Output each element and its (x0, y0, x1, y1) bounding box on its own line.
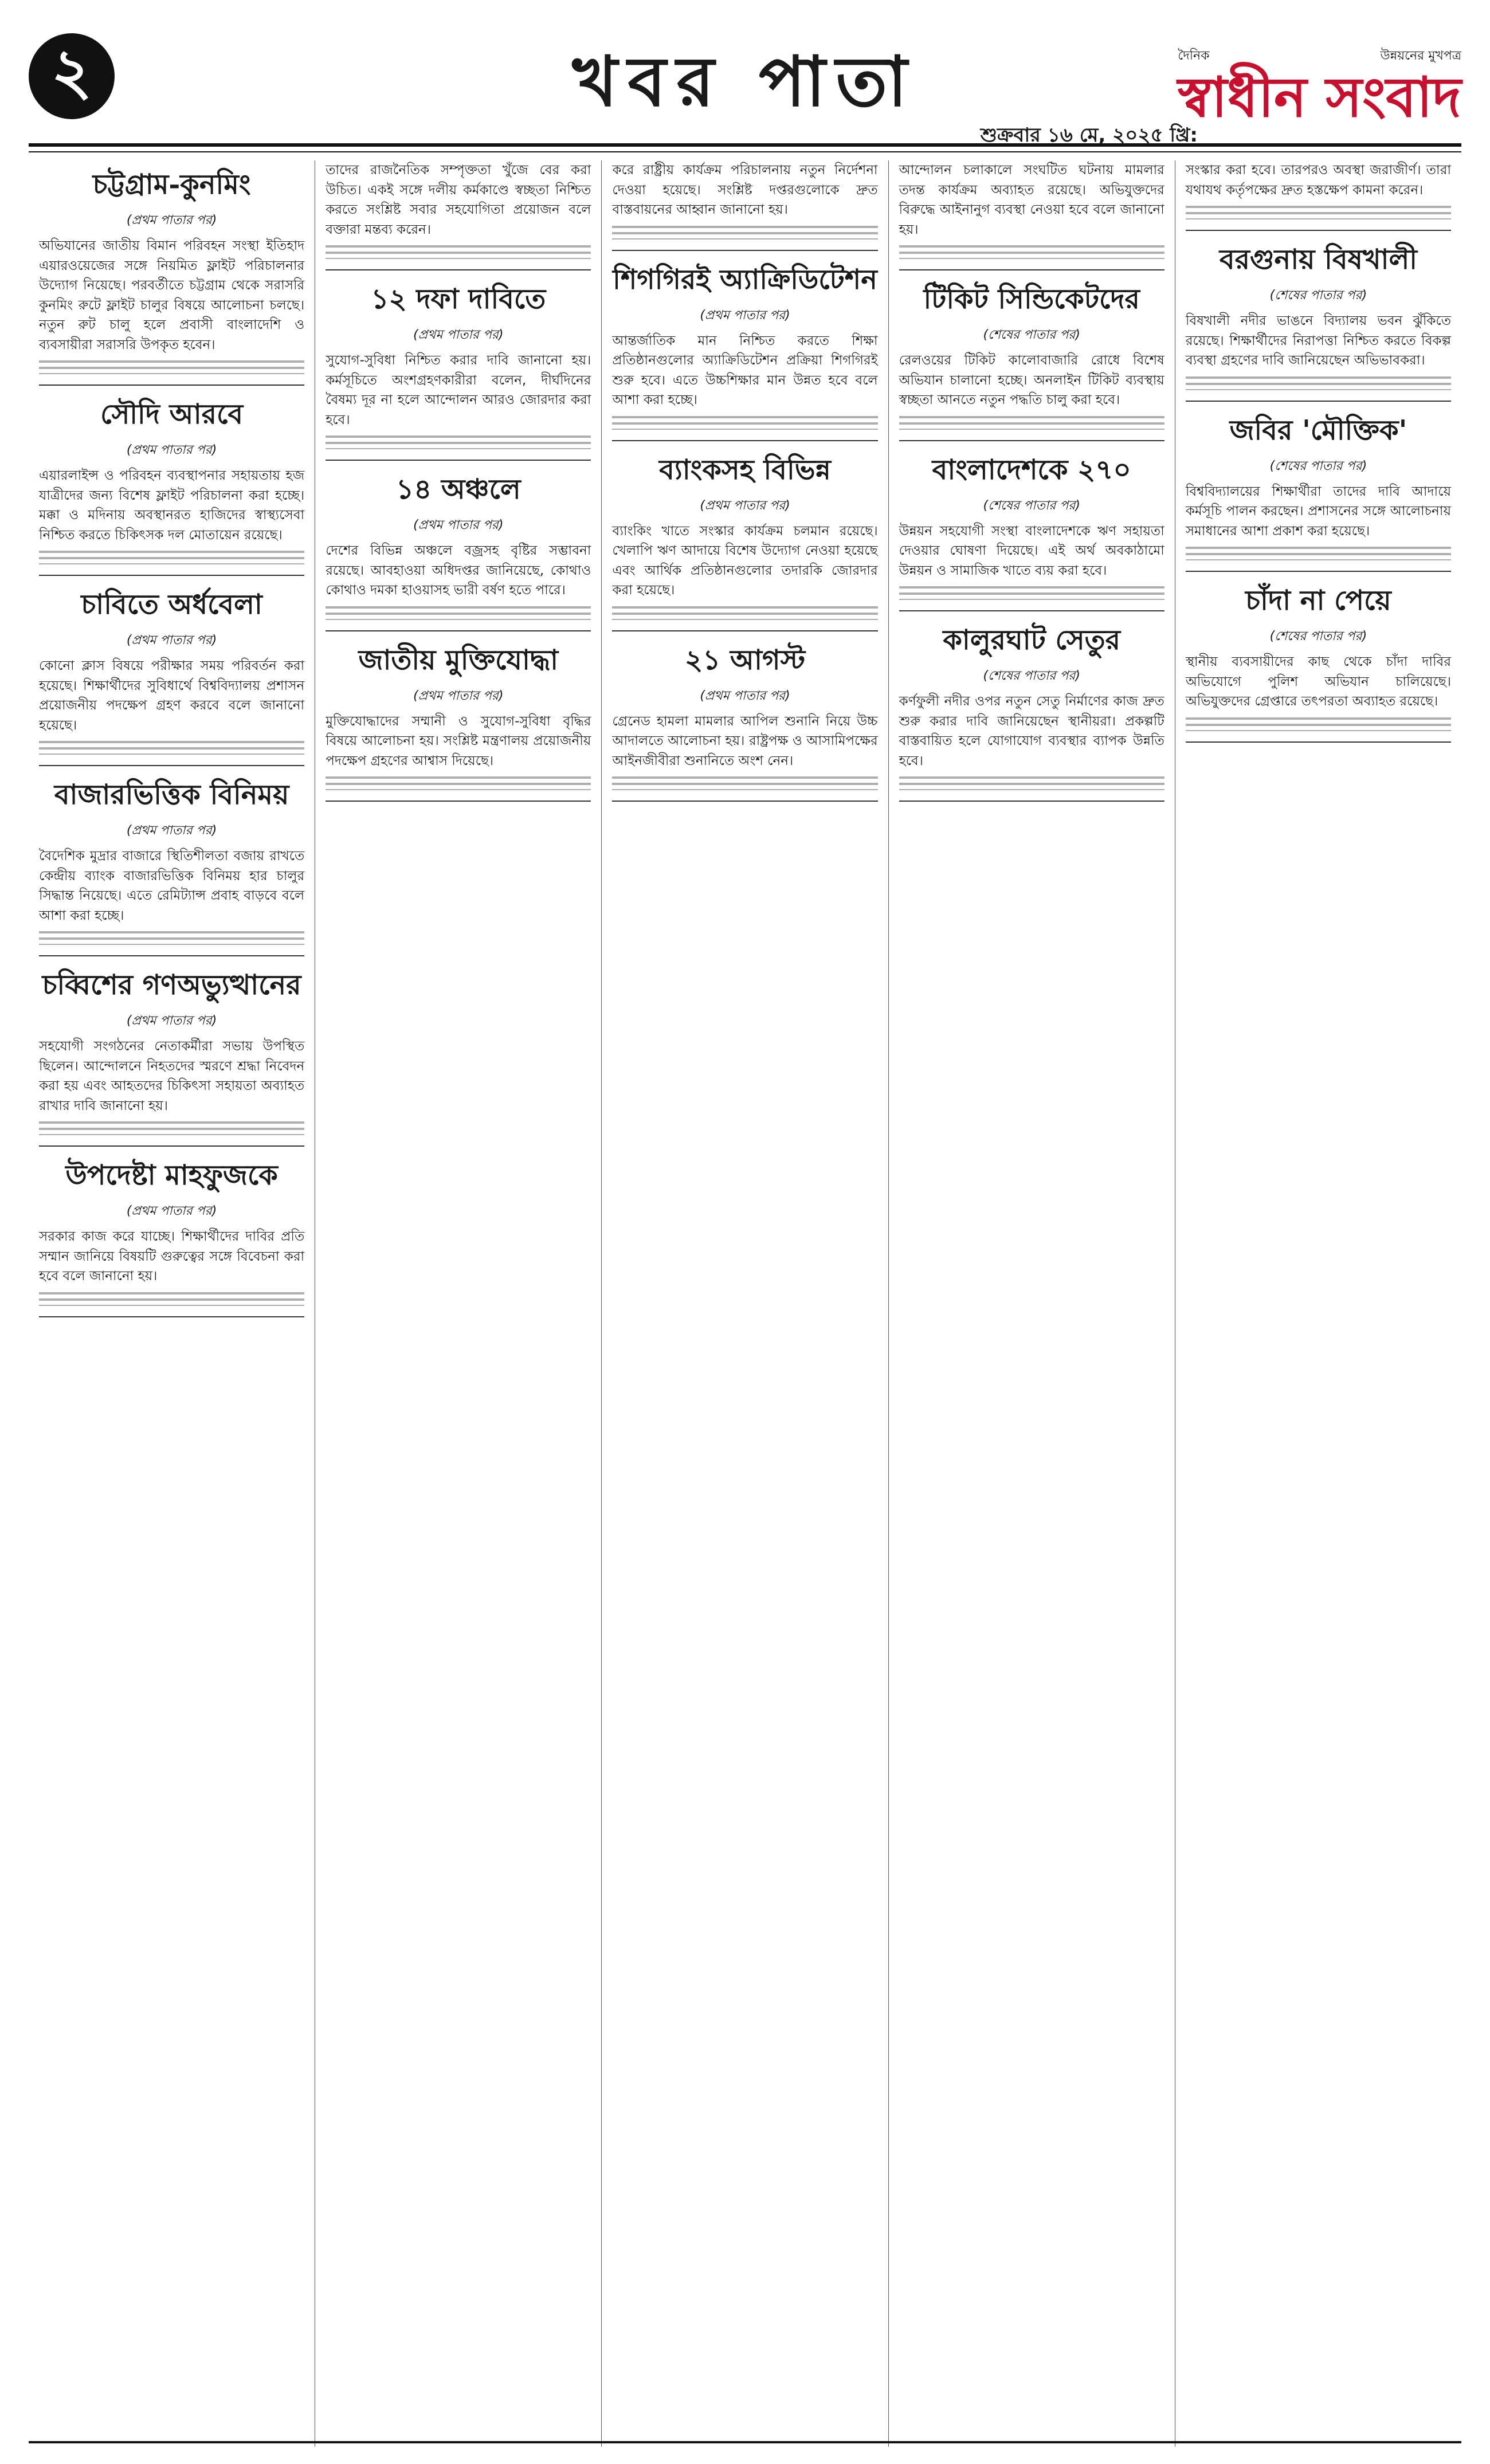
article-continued-note: (প্রথম পাতার পর) (126, 443, 217, 457)
article-continued-note: (প্রথম পাতার পর) (126, 1014, 217, 1028)
article (612, 449, 877, 620)
article (39, 394, 304, 564)
article (1186, 410, 1451, 561)
article-text: আন্দোলন চলাকালে সংঘটিত ঘটনায় মামলার তদন্ত কার্যক্রম অব্যাহত রয়েছে। অভিযুক্তদের বিরুদ্ধে আইনানুগ ব্যবস্থা নেওয়া হবে বলে জানানো হয়। (899, 163, 1164, 237)
article-text: আন্তর্জাতিক মান নিশ্চিত করতে শিক্ষা প্রতিষ্ঠানগুলোর অ্যাক্রিডিটেশন প্রক্রিয়া শিগগিরই শুরু হবে। এতে উচ্চশিক্ষার মান উন্নত হবে বলে আশা করা হচ্ছে। (612, 333, 878, 407)
brand-taglines (1178, 46, 1461, 67)
publication-date: শুক্রবার ১৬ মে, ২০২৫ খ্রি: (980, 124, 1198, 147)
article-text: বিশ্ববিদ্যালয়ের শিক্ষার্থীরা তাদের দাবি আদায়ে কর্মসূচি পালন করছেন। প্রশাসনের সঙ্গে আলোচনায় সমাধানের আশা প্রকাশ করা হয়েছে। (1185, 484, 1452, 539)
article (326, 160, 591, 259)
text-fill-lines (39, 1292, 304, 1306)
article-separator (1186, 401, 1451, 402)
article-separator (899, 269, 1164, 270)
article (899, 278, 1164, 430)
article-title: চাবিতে অর্ধবেলা (81, 588, 262, 621)
article-separator (1186, 741, 1451, 743)
column-2 (315, 160, 602, 2447)
article-body (899, 692, 1164, 790)
text-fill-lines (1186, 206, 1451, 219)
article-title: উপদেষ্টা মাহফুজকে (65, 1159, 278, 1191)
article-title: ১৪ অঞ্চলে (396, 473, 521, 505)
text-fill-lines (612, 776, 877, 790)
article-text: সুযোগ-সুবিধা নিশ্চিত করার দাবি জানানো হয়। কর্মসূচিতে অংশগ্রহণকারীরা বলেন, দীর্ঘদিনের বৈষম্য দূর না হলে আন্দোলন আরও জোরদার করা হবে। (326, 353, 591, 427)
article-separator (39, 1145, 304, 1147)
article-continued-note: (প্রথম পাতার পর) (126, 1204, 217, 1218)
article-text: তাদের রাজনৈতিক সম্পৃক্ততা খুঁজে বের করা উচিত। একই সঙ্গে দলীয় কর্মকাণ্ডে স্বচ্ছতা নিশ্চিত করতে সংশ্লিষ্ট সবার সহযোগিতা প্রয়োজন বলে বক্তারা মন্তব্য করেন। (326, 163, 591, 237)
article-body (326, 541, 591, 620)
article (1186, 580, 1451, 731)
article-separator (1186, 571, 1451, 572)
article (1186, 160, 1451, 219)
article-text: করে রাষ্ট্রীয় কার্যক্রম পরিচালনায় নতুন নির্দেশনা দেওয়া হয়েছে। সংশ্লিষ্ট দপ্তরগুলোকে দ্রুত বাস্তবায়নের আহ্বান জানানো হয়। (612, 163, 878, 217)
article (1186, 239, 1451, 390)
article-continued-note: (শেষের পাতার পর) (983, 328, 1080, 342)
article (39, 1155, 304, 1306)
column-5 (1175, 160, 1461, 2447)
article-title: বাজারভিত্তিক বিনিময় (54, 779, 289, 811)
article-title: সৌদি আরবে (100, 398, 244, 430)
page-number: ২ (29, 33, 115, 119)
article-continued-note: (প্রথম পাতার পর) (413, 518, 504, 532)
text-fill-lines (1186, 376, 1451, 390)
article-text: বিষখালী নদীর ভাঙনে বিদ্যালয় ভবন ঝুঁকিতে রয়েছে। শিক্ষার্থীদের নিরাপত্তা নিশ্চিত করতে বিকল্প ব্যবস্থা গ্রহণের দাবি জানিয়েছেন অভিভাবকরা। (1185, 313, 1452, 368)
article (899, 619, 1164, 790)
article-separator (326, 801, 591, 802)
article-body (39, 656, 304, 755)
article-continued-note: (শেষের পাতার পর) (1269, 288, 1367, 303)
article-title: টিকিট সিন্ডিকেটদের (923, 283, 1140, 315)
article-continued-note: (প্রথম পাতার পর) (700, 498, 790, 513)
article-body (1186, 652, 1451, 731)
article-continued-note: (প্রথম পাতার পর) (413, 328, 504, 342)
article-continued-note: (শেষের পাতার পর) (1269, 629, 1367, 644)
article-body (326, 160, 591, 259)
text-fill-lines (1186, 717, 1451, 731)
article-text: বৈদেশিক মুদ্রার বাজারে স্থিতিশীলতা বজায় রাখতে কেন্দ্রীয় ব্যাংক বাজারভিত্তিক বিনিময় হার চালুর সিদ্ধান্ত নিয়েছে। এতে রেমিট্যান্স প্রবাহ বাড়বে বলে আশা করা হচ্ছে। (39, 849, 305, 923)
bottom-rule (29, 2441, 1461, 2443)
brand-name: স্বাধীন সংবাদ (1178, 65, 1461, 130)
text-fill-lines (1186, 547, 1451, 560)
brand-tagline-left: দৈনিক (1178, 49, 1210, 63)
article-separator (326, 269, 591, 270)
article-body (1186, 160, 1451, 219)
article-title: চব্বিশের গণঅভ্যুত্থানের (42, 969, 301, 1001)
article-body (326, 351, 591, 449)
article-separator (39, 1316, 304, 1317)
columns-container (29, 160, 1461, 2447)
column-3 (602, 160, 888, 2447)
article-separator (899, 610, 1164, 611)
article-continued-note: (প্রথম পাতার পর) (126, 823, 217, 838)
article-body (612, 331, 877, 430)
text-fill-lines (326, 606, 591, 620)
article-text: কোনো ক্লাস বিষয়ে পরীক্ষার সময় পরিবর্তন করা হয়েছে। শিক্ষার্থীদের সুবিধার্থে বিশ্ববিদ্যালয় প্রশাসন প্রয়োজনীয় পদক্ষেপ গ্রহণ করবে বলে জানানো হয়েছে। (39, 658, 305, 733)
article (612, 160, 877, 240)
article-separator (612, 250, 877, 251)
text-fill-lines (612, 416, 877, 430)
article-title: কালুরঘাট সেতুর (943, 624, 1121, 656)
masthead-rule (29, 151, 1461, 152)
text-fill-lines (612, 606, 877, 620)
article-separator (612, 440, 877, 441)
article-text: রেলওয়ের টিকিট কালোবাজারি রোধে বিশেষ অভিযান চালানো হচ্ছে। অনলাইন টিকিট ব্যবস্থায় স্বচ্ছতা আনতে নতুন পদ্ধতি চালু করা হবে। (899, 353, 1164, 407)
article-body (39, 1227, 304, 1306)
article (899, 449, 1164, 601)
brand-logo (1178, 46, 1461, 128)
text-fill-lines (326, 776, 591, 790)
column-1 (29, 160, 315, 2447)
article-title: ১২ দফা দাবিতে (371, 283, 546, 315)
article-separator (1186, 230, 1451, 231)
article-title: বরগুনায় বিষখালী (1219, 244, 1417, 276)
article-text: কর্ণফুলী নদীর ওপর নতুন সেতু নির্মাণের কাজ দ্রুত শুরু করার দাবি জানিয়েছেন স্থানীয়রা। প্রকল্পটি বাস্তবায়িত হলে যোগাযোগ ব্যবস্থার ব্যাপক উন্নতি হবে। (899, 694, 1164, 768)
article (899, 160, 1164, 259)
article-title: জবির 'মৌক্তিক' (1229, 414, 1407, 446)
article-continued-note: (প্রথম পাতার পর) (700, 688, 790, 703)
article-title: ব্যাংকসহ বিভিন্ন (659, 453, 831, 486)
article-separator (612, 630, 877, 631)
masthead (29, 23, 1461, 147)
text-fill-lines (39, 741, 304, 755)
article-continued-note: (প্রথম পাতার পর) (700, 308, 790, 323)
article-text: সহযোগী সংগঠনের নেতাকর্মীরা সভায় উপস্থিত ছিলেন। আন্দোলনে নিহতদের স্মরণে শ্রদ্ধা নিবেদন করা হয় এবং আহতদের চিকিৎসা সহায়তা অব্যাহত রাখার দাবি জানানো হয়। (39, 1039, 305, 1113)
article-body (612, 521, 877, 620)
article-separator (39, 955, 304, 956)
section-title: খবর পাতা (572, 41, 918, 122)
text-fill-lines (899, 586, 1164, 600)
article-text: গ্রেনেড হামলা মামলার আপিল শুনানি নিয়ে উচ্চ আদালতে আলোচনা হয়। রাষ্ট্রপক্ষ ও আসামিপক্ষের আইনজীবীরা শুনানিতে অংশ নেন। (612, 713, 878, 768)
article-separator (899, 440, 1164, 441)
article-title: বাংলাদেশকে ২৭০ (932, 453, 1131, 486)
article-text: এয়ারলাইন্স ও পরিবহন ব্যবস্থাপনার সহায়তায় হজ যাত্রীদের জন্য বিশেষ ফ্লাইট পরিচালনা করা হচ্ছে। মক্কা ও মদিনায় অবস্থানরত হাজিদের স্বাস্থ্যসেবা নিশ্চিত করতে চিকিৎসক দল মোতায়েন রয়েছে। (39, 468, 305, 543)
text-fill-lines (326, 435, 591, 449)
article (39, 774, 304, 945)
text-fill-lines (612, 226, 877, 240)
text-fill-lines (899, 245, 1164, 259)
article-text: উন্নয়ন সহযোগী সংস্থা বাংলাদেশকে ঋণ সহায়তা দেওয়ার ঘোষণা দিয়েছে। এই অর্থ অবকাঠামো উন্নয়ন ও সামাজিক খাতে ব্যয় করা হবে। (899, 523, 1164, 578)
article-separator (39, 575, 304, 576)
article-continued-note: (শেষের পাতার পর) (983, 669, 1080, 683)
article-separator (326, 630, 591, 631)
article-separator (326, 460, 591, 461)
article-text: মুক্তিযোদ্ধাদের সম্মানী ও সুযোগ-সুবিধা বৃদ্ধির বিষয়ে আলোচনা হয়। সংশ্লিষ্ট মন্ত্রণালয় প্রয়োজনীয় পদক্ষেপ গ্রহণের আশ্বাস দিয়েছে। (326, 713, 591, 768)
article-separator (39, 384, 304, 386)
article-title: চট্টগ্রাম-কুনমিং (92, 168, 251, 201)
article-continued-note: (প্রথম পাতার পর) (126, 633, 217, 648)
article-title: চাঁদা না পেয়ে (1245, 584, 1391, 617)
article-body (39, 236, 304, 374)
article-body (39, 466, 304, 564)
article-body (899, 351, 1164, 430)
article-text: দেশের বিভিন্ন অঞ্চলে বজ্রসহ বৃষ্টির সম্ভাবনা রয়েছে। আবহাওয়া অধিদপ্তর জানিয়েছে, কোথাও কোথাও দমকা হাওয়াসহ ভারী বর্ষণ হতে পারে। (326, 543, 591, 598)
article (326, 639, 591, 791)
article (326, 278, 591, 449)
article-text: ব্যাংকিং খাতে সংস্কার কার্যক্রম চলমান রয়েছে। খেলাপি ঋণ আদায়ে বিশেষ উদ্যোগ নেওয়া হয়েছে এবং আর্থিক প্রতিষ্ঠানগুলোর তদারকি জোরদার করা হয়েছে। (612, 523, 878, 598)
article (612, 259, 877, 430)
text-fill-lines (39, 1121, 304, 1135)
article (39, 164, 304, 374)
article-continued-note: (প্রথম পাতার পর) (126, 213, 217, 227)
article (39, 584, 304, 755)
text-fill-lines (899, 416, 1164, 430)
article-title: শিগগিরই অ্যাক্রিডিটেশন (613, 263, 877, 296)
text-fill-lines (39, 360, 304, 374)
article-body (39, 846, 304, 945)
article-separator (612, 801, 877, 802)
article-title: ২১ আগস্ট (684, 644, 806, 676)
text-fill-lines (39, 551, 304, 564)
article-continued-note: (প্রথম পাতার পর) (413, 688, 504, 703)
article-body (612, 712, 877, 791)
article-text: অভিযানের জাতীয় বিমান পরিবহন সংস্থা ইতিহাদ এয়ারওয়েজের সঙ্গে নিয়মিত ফ্লাইট পরিচালনার উদ্যোগ নিয়েছে। পরবর্তীতে চট্টগ্রাম থেকে সরাসরি কুনমিং রুটে ফ্লাইট চালুর বিষয়ে আলোচনা চলছে। নতুন রুট চালু হলে প্রবাসী বাংলাদেশি ও ব্যবসায়ীরা সরাসরি উপকৃত হবেন। (39, 238, 305, 352)
article-separator (39, 765, 304, 766)
text-fill-lines (326, 245, 591, 259)
article-text: সংস্কার করা হবে। তারপরও অবস্থা জরাজীর্ণ। তারা যথাযথ কর্তৃপক্ষের দ্রুত হস্তক্ষেপ কামনা করেন। (1185, 163, 1452, 198)
article (39, 964, 304, 1135)
article-body (326, 712, 591, 791)
article-body (899, 521, 1164, 601)
article-continued-note: (শেষের পাতার পর) (983, 498, 1080, 513)
text-fill-lines (899, 776, 1164, 790)
column-4 (889, 160, 1175, 2447)
article-text: স্থানীয় ব্যবসায়ীদের কাছ থেকে চাঁদা দাবির অভিযোগে পুলিশ অভিযান চালিয়েছে। অভিযুক্তদের গ্রেপ্তারে তৎপরতা অব্যাহত রয়েছে। (1185, 654, 1452, 709)
article-text: সরকার কাজ করে যাচ্ছে। শিক্ষার্থীদের দাবির প্রতি সম্মান জানিয়ে বিষয়টি গুরুত্বের সঙ্গে বিবেচনা করা হবে বলে জানানো হয়। (39, 1229, 305, 1284)
article-continued-note: (শেষের পাতার পর) (1269, 458, 1367, 473)
article-body (39, 1037, 304, 1135)
article-body (1186, 311, 1451, 390)
article-body (612, 160, 877, 240)
article (326, 469, 591, 620)
article-body (1186, 482, 1451, 561)
text-fill-lines (39, 931, 304, 945)
article-separator (899, 801, 1164, 802)
brand-tagline-right: উন্নয়নের মুখপত্র (1380, 49, 1461, 63)
article-body (899, 160, 1164, 259)
article (612, 639, 877, 791)
article-title: জাতীয় মুক্তিযোদ্ধা (358, 644, 559, 676)
